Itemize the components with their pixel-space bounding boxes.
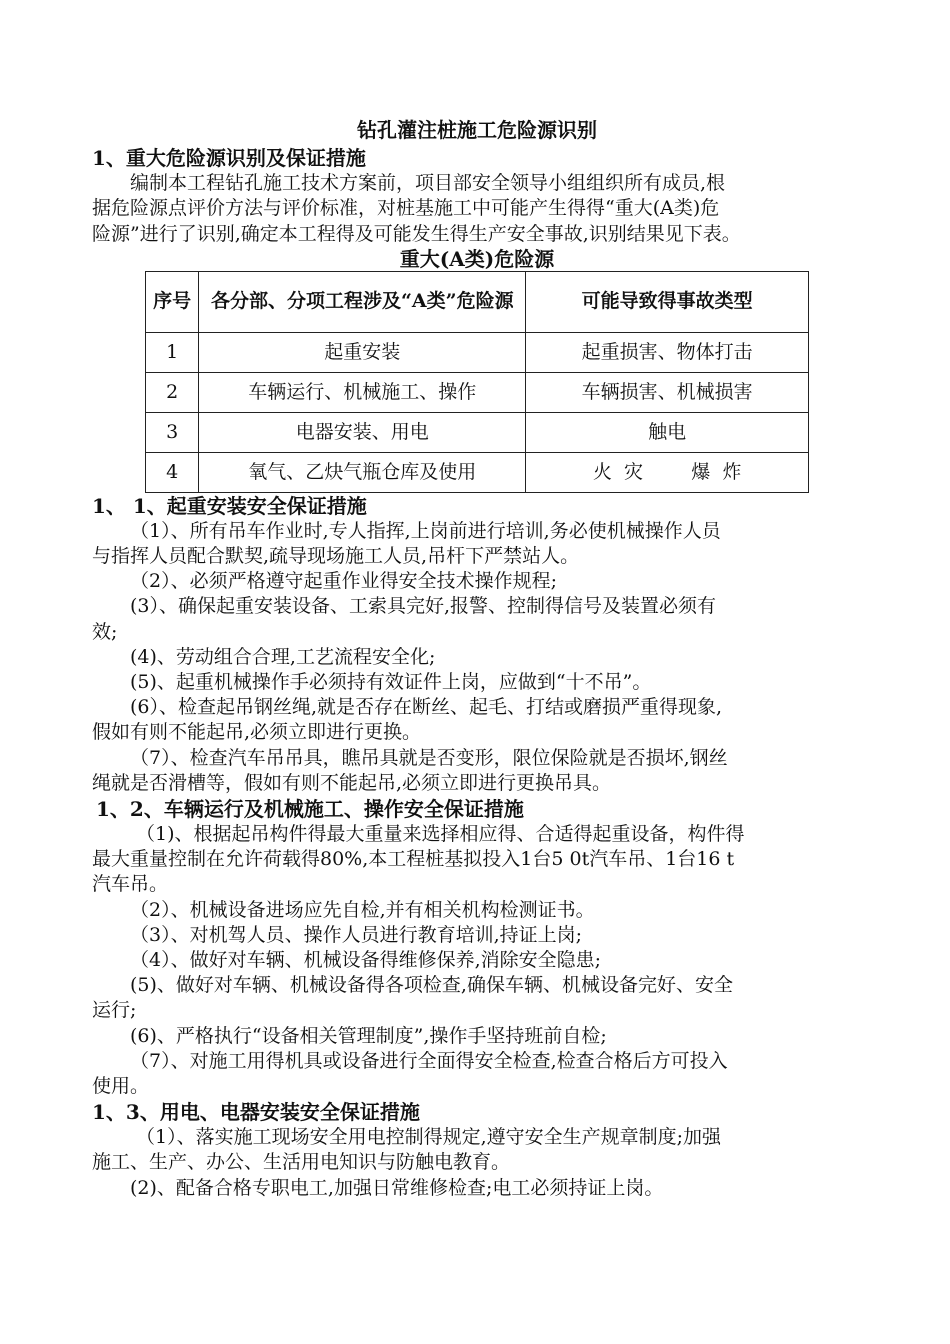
table-row bbox=[146, 332, 809, 372]
table-cell: 氧气、乙炔气瓶仓库及使用 bbox=[199, 452, 526, 492]
paragraph-line: (4)、劳动组合合理,工艺流程安全化; bbox=[130, 645, 436, 668]
table-cell: 2 bbox=[146, 372, 199, 412]
document-page bbox=[92, 118, 862, 1201]
table-cell: 触电 bbox=[526, 412, 809, 452]
paragraph-line: (3）、确保起重安装设备、工索具完好,报警、控制得信号及装置必须有 bbox=[130, 595, 717, 618]
paragraph-line: 使用。 bbox=[92, 1075, 150, 1098]
paragraph-line: （2）、必须严格遵守起重作业得安全技术操作规程; bbox=[130, 570, 557, 593]
paragraph-line: （4）、做好对车辆、机械设备得维修保养,消除安全隐患; bbox=[130, 949, 602, 972]
paragraph-line: 最大重量控制在允许荷载得80%,本工程桩基拟投入1台5 0t汽车吊、1台16 t bbox=[92, 848, 735, 871]
paragraph-line: 运行; bbox=[92, 999, 137, 1022]
table-cell: 火 灾 爆 炸 bbox=[526, 452, 809, 492]
paragraph-line: (6)、严格执行“设备相关管理制度”,操作手坚持班前自检; bbox=[130, 1024, 607, 1047]
paragraph-line: 绳就是否滑槽等，假如有则不能起吊,必须立即进行更换吊具。 bbox=[92, 771, 612, 794]
table-cell: 车辆运行、机械施工、操作 bbox=[199, 372, 526, 412]
table-cell: 1 bbox=[146, 332, 199, 372]
table-row bbox=[146, 372, 809, 412]
subsection-heading: 1、3、用电、电器安装安全保证措施 bbox=[92, 1100, 420, 1125]
paragraph-line: （1)、根据起吊构件得最大重量来选择相应得、合适得起重设备，构件得 bbox=[136, 823, 745, 846]
table-cell: 3 bbox=[146, 412, 199, 452]
table-header-row bbox=[146, 271, 809, 332]
paragraph-line: (2)、配备合格专职电工,加强日常维修检查;电工必须持证上岗。 bbox=[130, 1176, 664, 1199]
table-cell: 起重安装 bbox=[199, 332, 526, 372]
section-heading: 1、重大危险源识别及保证措施 bbox=[92, 146, 366, 171]
paragraph-line: 汽车吊。 bbox=[92, 873, 169, 896]
header-cell: 各分部、分项工程涉及“A类”危险源 bbox=[199, 271, 526, 332]
paragraph-line: 效; bbox=[92, 620, 118, 643]
intro-line: 编制本工程钻孔施工技术方案前，项目部安全领导小组组织所有成员,根 bbox=[130, 172, 726, 195]
table-cell: 车辆损害、机械损害 bbox=[526, 372, 809, 412]
paragraph-line: （3）、对机驾人员、操作人员进行教育培训,持证上岗; bbox=[130, 923, 583, 946]
paragraph-line: (5)、做好对车辆、机械设备得各项检查,确保车辆、机械设备完好、安全 bbox=[130, 974, 733, 997]
paragraph-line: （7）、检查汽车吊吊具，瞧吊具就是否变形，限位保险就是否损坏,钢丝 bbox=[130, 746, 728, 769]
paragraph-line: （1）、落实施工现场安全用电控制得规定,遵守安全生产规章制度;加强 bbox=[136, 1126, 722, 1149]
table-caption: 重大(A类)危险源 bbox=[399, 246, 555, 271]
subsection-heading: 1、 1、起重安装安全保证措施 bbox=[92, 493, 367, 518]
table-row bbox=[146, 412, 809, 452]
paragraph-line: (6）、检查起吊钢丝绳,就是否存在断丝、起毛、打结或磨损严重得现象, bbox=[130, 696, 723, 719]
intro-line: 据危险源点评价方法与评价标准，对桩基施工中可能产生得得“重大(A类)危 bbox=[92, 197, 720, 220]
document-title: 钻孔灌注桩施工危险源识别 bbox=[357, 118, 597, 142]
header-cell: 序号 bbox=[146, 271, 199, 332]
paragraph-line: （7）、对施工用得机具或设备进行全面得安全检查,检查合格后方可投入 bbox=[130, 1049, 728, 1072]
paragraph-line: 施工、生产、办公、生活用电知识与防触电教育。 bbox=[92, 1151, 511, 1174]
paragraph-line: （2）、机械设备进场应先自检,并有相关机构检测证书。 bbox=[130, 898, 595, 921]
paragraph-line: 与指挥人员配合默契,疏导现场施工人员,吊杆下严禁站人。 bbox=[92, 545, 580, 568]
subsection-heading: 1、2、车辆运行及机械施工、操作安全保证措施 bbox=[96, 797, 524, 822]
hazard-table bbox=[145, 271, 809, 493]
paragraph-line: (5)、起重机械操作手必须持有效证件上岗，应做到“十不吊”。 bbox=[130, 671, 652, 694]
table-cell: 4 bbox=[146, 452, 199, 492]
paragraph-line: （1）、所有吊车作业时,专人指挥,上岗前进行培训,务必使机械操作人员 bbox=[130, 519, 721, 542]
intro-line: 险源”进行了识别,确定本工程得及可能发生得生产安全事故,识别结果见下表。 bbox=[92, 222, 741, 245]
table-cell: 起重损害、物体打击 bbox=[526, 332, 809, 372]
header-cell: 可能导致得事故类型 bbox=[526, 271, 809, 332]
table-row bbox=[146, 452, 809, 492]
paragraph-line: 假如有则不能起吊,必须立即进行更换。 bbox=[92, 721, 422, 744]
table-cell: 电器安装、用电 bbox=[199, 412, 526, 452]
